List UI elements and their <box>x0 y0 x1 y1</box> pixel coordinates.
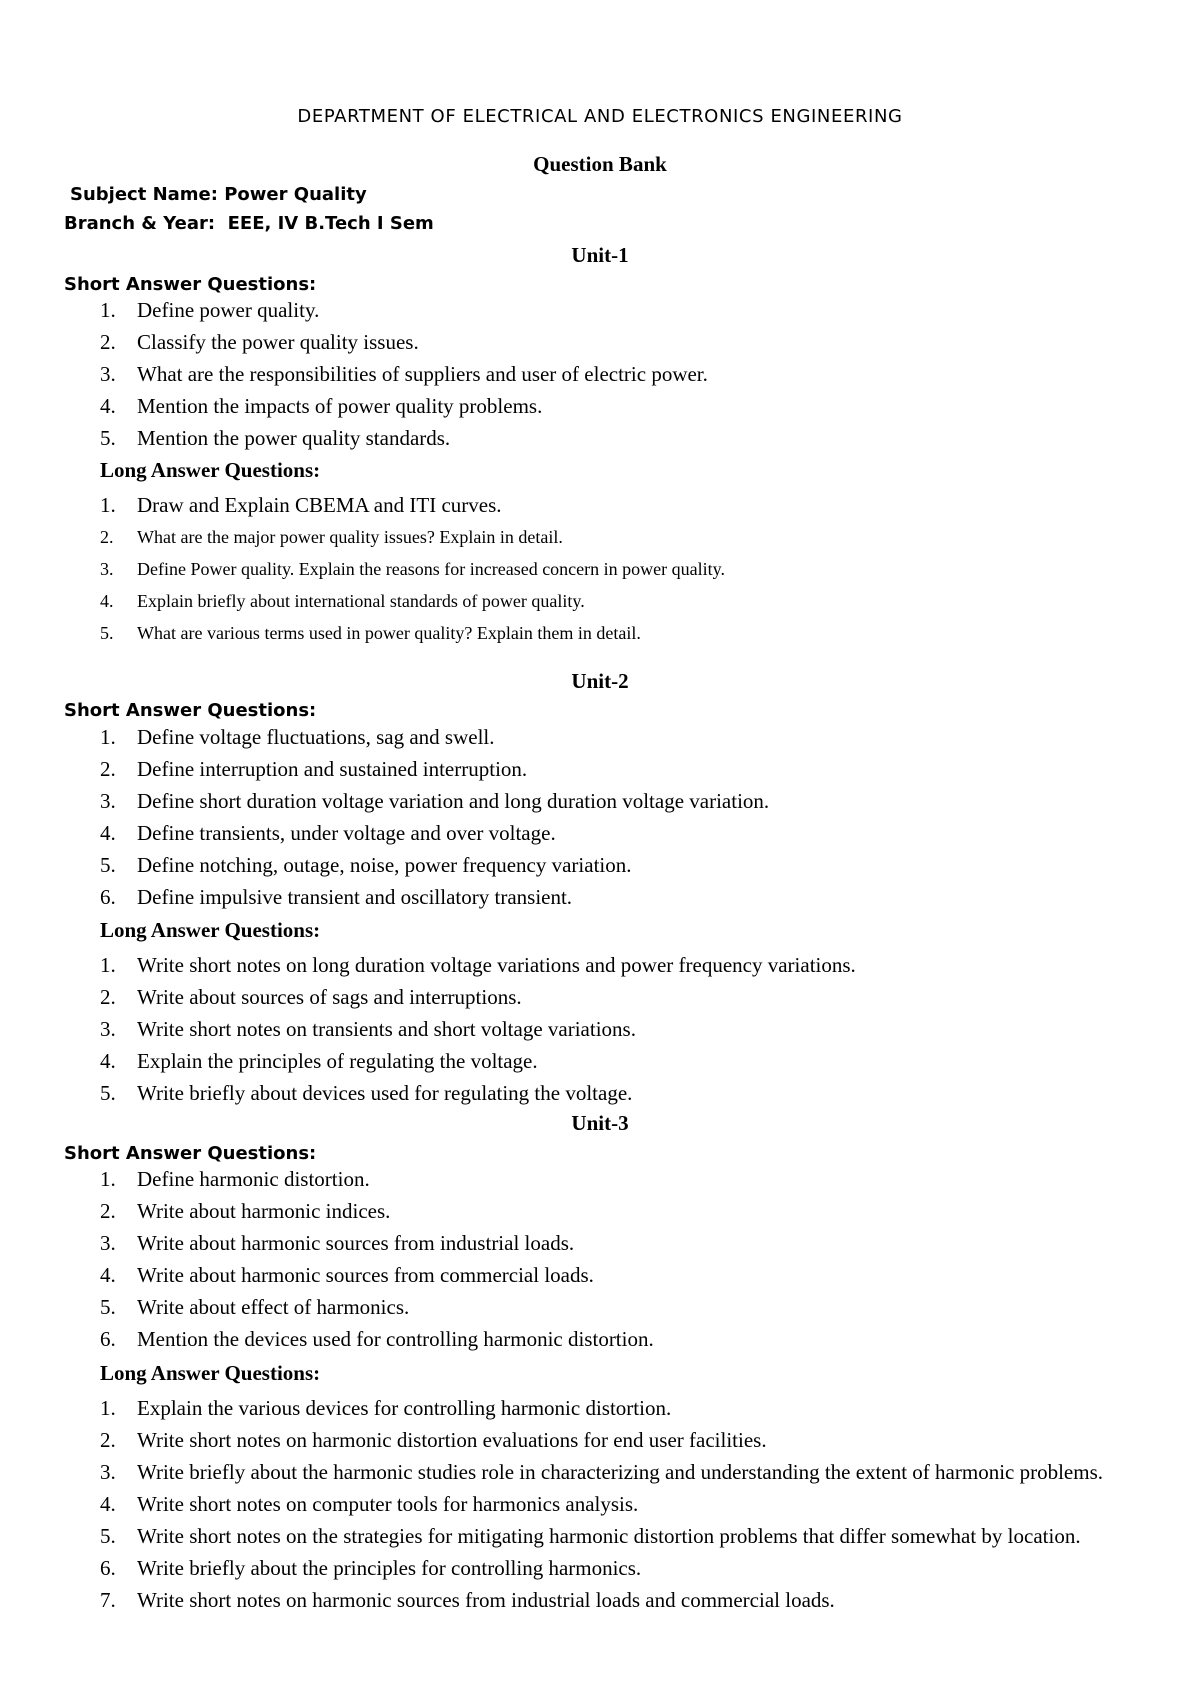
question-item: 3. Write briefly about the harmonic studies role in characterizing and understanding the extent of harmonic problems. <box>100 1460 1103 1484</box>
department-heading: DEPARTMENT OF ELECTRICAL AND ELECTRONICS ENGINEERING <box>297 106 903 127</box>
question-item: 1. Define voltage fluctuations, sag and swell. <box>100 725 495 749</box>
question-item: 2. Write short notes on harmonic distortion evaluations for end user facilities. <box>100 1428 767 1452</box>
unit-3-long-list <box>0 1392 1200 1616</box>
question-item: 2. Write about sources of sags and interruptions. <box>100 985 522 1009</box>
question-item: 3. Define Power quality. Explain the reasons for increased concern in power quality. <box>100 559 725 579</box>
unit-1-short-heading: Short Answer Questions: <box>64 274 317 295</box>
document-title: Question Bank <box>533 152 667 176</box>
question-item: 4. Explain the principles of regulating the voltage. <box>100 1049 538 1073</box>
subject-name: Subject Name: Power Quality <box>70 184 367 205</box>
question-item: 4. Explain briefly about international standards of power quality. <box>100 591 585 611</box>
question-item: 1. Write short notes on long duration voltage variations and power frequency variations. <box>100 953 856 977</box>
question-item: 7. Write short notes on harmonic sources from industrial loads and commercial loads. <box>100 1588 835 1612</box>
question-item: 6. Mention the devices used for controlling harmonic distortion. <box>100 1327 654 1351</box>
question-item: 5. Define notching, outage, noise, power frequency variation. <box>100 853 632 877</box>
question-item: 1. Draw and Explain CBEMA and ITI curves. <box>100 493 502 517</box>
branch-year: Branch & Year: EEE, IV B.Tech I Sem <box>64 213 434 234</box>
unit-3-long-heading: Long Answer Questions: <box>100 1361 321 1385</box>
unit-2-short-heading: Short Answer Questions: <box>64 700 317 721</box>
question-item: 4. Define transients, under voltage and over voltage. <box>100 821 556 845</box>
question-item: 5. Write short notes on the strategies for mitigating harmonic distortion problems that differ somewhat by location. <box>100 1524 1081 1548</box>
question-item: 1. Define harmonic distortion. <box>100 1167 370 1191</box>
question-item: 1. Explain the various devices for controlling harmonic distortion. <box>100 1396 672 1420</box>
question-item: 5. What are various terms used in power quality? Explain them in detail. <box>100 623 641 643</box>
question-item: 1. Define power quality. <box>100 298 320 322</box>
question-item: 4. Write short notes on computer tools for harmonics analysis. <box>100 1492 639 1516</box>
question-item: 5. Mention the power quality standards. <box>100 426 451 450</box>
unit-2-long-heading: Long Answer Questions: <box>100 918 321 942</box>
question-item: 5. Write about effect of harmonics. <box>100 1295 410 1319</box>
unit-1-short-list <box>0 294 1200 454</box>
unit-2-long-list <box>0 949 1200 1109</box>
question-item: 5. Write briefly about devices used for regulating the voltage. <box>100 1081 633 1105</box>
question-item: 3. Write about harmonic sources from industrial loads. <box>100 1231 575 1255</box>
unit-1-long-heading: Long Answer Questions: <box>100 458 321 482</box>
question-item: 2. Define interruption and sustained interruption. <box>100 757 528 781</box>
question-item: 2. What are the major power quality issues? Explain in detail. <box>100 527 563 547</box>
unit-1-long-list <box>0 489 1200 521</box>
question-item: 6. Write briefly about the principles for controlling harmonics. <box>100 1556 642 1580</box>
unit-1-long-list-cont <box>0 521 1200 649</box>
question-item: 3. Define short duration voltage variation and long duration voltage variation. <box>100 789 770 813</box>
question-item: 3. What are the responsibilities of suppliers and user of electric power. <box>100 362 708 386</box>
unit-3-short-heading: Short Answer Questions: <box>64 1143 317 1164</box>
unit-2-short-list <box>0 721 1200 913</box>
question-item: 6. Define impulsive transient and oscillatory transient. <box>100 885 573 909</box>
unit-3-title: Unit-3 <box>571 1111 629 1135</box>
question-item: 3. Write short notes on transients and short voltage variations. <box>100 1017 636 1041</box>
unit-1-title: Unit-1 <box>571 243 629 267</box>
question-item: 2. Write about harmonic indices. <box>100 1199 391 1223</box>
unit-2-title: Unit-2 <box>571 669 629 693</box>
question-item: 2. Classify the power quality issues. <box>100 330 419 354</box>
question-item: 4. Mention the impacts of power quality problems. <box>100 394 543 418</box>
unit-3-short-list <box>0 1163 1200 1355</box>
question-item: 4. Write about harmonic sources from commercial loads. <box>100 1263 594 1287</box>
